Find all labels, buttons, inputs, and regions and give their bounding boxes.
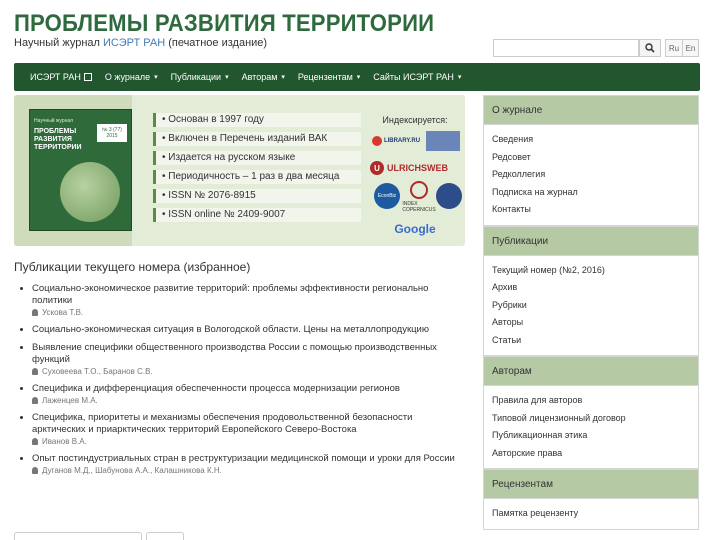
fact-item: • Включен в Перечень изданий ВАК <box>153 132 361 146</box>
elibrary-logo: LIBRARY.RU <box>370 133 422 149</box>
sidebar-heading: Публикации <box>484 227 698 256</box>
cover-small-text: Научный журнал <box>34 118 74 124</box>
nav-publications[interactable] <box>171 72 229 82</box>
bullet-icon <box>20 387 23 390</box>
sidebar-link[interactable]: Авторы <box>492 317 524 327</box>
list-item <box>20 342 468 377</box>
sidebar-block-authors <box>483 356 699 469</box>
index-copernicus-text: INDEX COPERNICUS <box>402 201 436 213</box>
sidebar-link[interactable]: Редколлегия <box>492 169 546 179</box>
sidebar-link[interactable]: Архив <box>492 282 518 292</box>
bullet-icon <box>20 416 23 419</box>
search-icon <box>645 43 655 53</box>
person-icon <box>32 467 38 474</box>
article-authors <box>32 465 468 476</box>
list-item <box>20 412 468 447</box>
sidebar-link[interactable]: Публикационная этика <box>492 430 588 440</box>
article-authors <box>32 366 468 377</box>
nav-about[interactable] <box>105 72 158 82</box>
language-switcher <box>665 39 699 57</box>
article-authors-link[interactable]: Ускова Т.В. <box>42 308 84 317</box>
journal-banner[interactable] <box>14 95 465 246</box>
article-authors <box>32 436 468 447</box>
bullet-icon <box>20 346 23 349</box>
sidebar-link[interactable]: Рубрики <box>492 299 527 310</box>
lang-ru-button[interactable]: Ru <box>666 40 682 56</box>
article-title-link[interactable]: Социально-экономическое развитие территорий: проблемы эффективности регионально политики <box>32 283 429 306</box>
fact-item: • Основан в 1997 году <box>153 113 361 127</box>
article-title-link[interactable]: Специфика и дифференциация обеспеченности процесса модернизации регионов <box>32 383 400 394</box>
nav-sites[interactable] <box>373 72 461 82</box>
sidebar-link[interactable]: Типовой лицензионный договор <box>492 412 626 423</box>
site-subtitle <box>14 37 267 49</box>
ulrichsweb-logo: U ULRICHSWEB <box>370 159 460 177</box>
sidebar-link[interactable]: Подписка на журнал <box>492 186 578 197</box>
person-icon <box>32 368 38 375</box>
chevron-down-icon: ▾ <box>457 74 462 81</box>
list-item <box>20 283 468 318</box>
main-navbar <box>14 63 700 91</box>
chevron-down-icon: ▾ <box>281 74 285 81</box>
cover-title <box>34 128 82 152</box>
article-authors-link[interactable]: Суховеева Т.О., Баранов С.В. <box>42 367 153 376</box>
sidebar-link[interactable]: Статьи <box>492 334 522 345</box>
bottom-button[interactable] <box>146 532 184 540</box>
nav-authors-label: Авторам <box>241 72 278 82</box>
bullet-icon <box>20 457 23 460</box>
subtitle-post: (печатное издание) <box>165 37 268 49</box>
fact-item: • Периодичность – 1 раз в два месяца <box>153 170 361 184</box>
globe-index-logo <box>436 183 462 209</box>
subtitle-institute-link[interactable]: ИСЭРТ РАН <box>103 37 166 49</box>
nav-authors[interactable] <box>242 72 285 82</box>
sidebar-heading: О журнале <box>484 96 698 125</box>
article-title-link[interactable]: Специфика, приоритеты и механизмы обеспечения продовольственной безопасности арктических и приарктических территорий Европейского Северо-Востока <box>32 412 413 435</box>
list-item <box>20 453 468 476</box>
lang-en-button[interactable]: En <box>682 40 698 56</box>
journal-facts <box>153 113 361 227</box>
nav-publications-label: Публикации <box>170 72 222 82</box>
article-authors-link[interactable]: Иванов В.А. <box>42 437 87 446</box>
sidebar-link[interactable]: Редсовет <box>492 151 531 162</box>
sidebar <box>483 95 699 540</box>
index-copernicus-emblem <box>410 181 428 199</box>
sidebar-link[interactable]: Сведения <box>492 134 534 144</box>
search-input[interactable] <box>493 39 639 57</box>
chevron-down-icon: ▾ <box>356 74 361 81</box>
sidebar-link[interactable]: Памятка рецензенту <box>492 508 579 518</box>
google-scholar-logo: Google <box>394 222 436 236</box>
sidebar-block-reviewers <box>483 469 699 530</box>
sidebar-link[interactable]: Контакты <box>492 204 531 214</box>
sidebar-link[interactable]: Правила для авторов <box>492 395 583 405</box>
external-link-icon <box>84 73 92 81</box>
sidebar-link[interactable]: Авторские права <box>492 447 563 458</box>
person-icon <box>32 309 38 316</box>
article-authors-link[interactable]: Лаженцев М.А. <box>42 396 98 405</box>
article-title-link[interactable]: Выявление специфики общественного производства России с помощью производственных функций <box>32 342 437 365</box>
indexed-label: Индексируется: <box>382 115 448 125</box>
list-item <box>20 383 468 406</box>
bullet-icon <box>20 328 23 331</box>
list-item <box>20 324 468 336</box>
site-title[interactable]: ПРОБЛЕМЫ РАЗВИТИЯ ТЕРРИТОРИИ <box>14 10 435 37</box>
nav-reviewers-label: Рецензентам <box>297 72 353 82</box>
cover-title-line: ТЕРРИТОРИИ <box>34 144 82 151</box>
cover-title-line: РАЗВИТИЯ <box>34 136 72 143</box>
sidebar-block-about <box>483 95 699 226</box>
library-building-logo <box>426 131 460 151</box>
article-list <box>20 283 468 482</box>
article-authors <box>32 307 468 318</box>
fact-item: • ISSN online № 2409-9007 <box>153 208 361 222</box>
bottom-button[interactable] <box>14 532 142 540</box>
cover-title-line: ПРОБЛЕМЫ <box>34 128 77 135</box>
nav-sites-label: Сайты ИСЭРТ РАН <box>373 72 454 82</box>
index-copernicus-logo <box>402 179 436 215</box>
article-authors <box>32 395 468 406</box>
person-icon <box>32 438 38 445</box>
fact-item: • Издается на русском языке <box>153 151 361 165</box>
current-issue-heading: Публикации текущего номера (избранное) <box>14 260 251 274</box>
cover-issue-badge: № 3 (77) 2015 <box>97 124 127 142</box>
nav-about-label: О журнале <box>104 72 151 82</box>
bullet-icon <box>20 287 23 290</box>
fact-item: • ISSN № 2076-8915 <box>153 189 361 203</box>
nav-isert-label: ИСЭРТ РАН <box>30 72 81 82</box>
sidebar-block-publications <box>483 226 699 357</box>
sidebar-link[interactable]: Текущий номер (№2, 2016) <box>492 264 605 275</box>
econbiz-logo: EconBiz <box>374 183 400 209</box>
nav-reviewers[interactable] <box>298 72 360 82</box>
article-authors-link[interactable]: Дуганов М.Д., Шабунова А.А., Калашникова К.Н. <box>42 466 222 475</box>
nav-isert[interactable] <box>30 72 92 82</box>
subtitle-pre: Научный журнал <box>14 37 103 49</box>
person-icon <box>32 397 38 404</box>
sidebar-heading: Рецензентам <box>484 470 698 499</box>
chevron-down-icon: ▾ <box>154 74 158 81</box>
chevron-down-icon: ▾ <box>225 74 229 81</box>
journal-cover-image <box>29 109 132 231</box>
sidebar-heading: Авторам <box>484 357 698 386</box>
search-button[interactable] <box>639 39 661 57</box>
article-title-link[interactable]: Опыт постиндустриальных стран в реструктуризации медицинской помощи и уроки для России <box>32 453 455 464</box>
article-title-link[interactable]: Социально-экономическая ситуация в Вологодской области. Цены на металлопродукцию <box>32 324 429 335</box>
russia-map-globe <box>60 162 120 222</box>
